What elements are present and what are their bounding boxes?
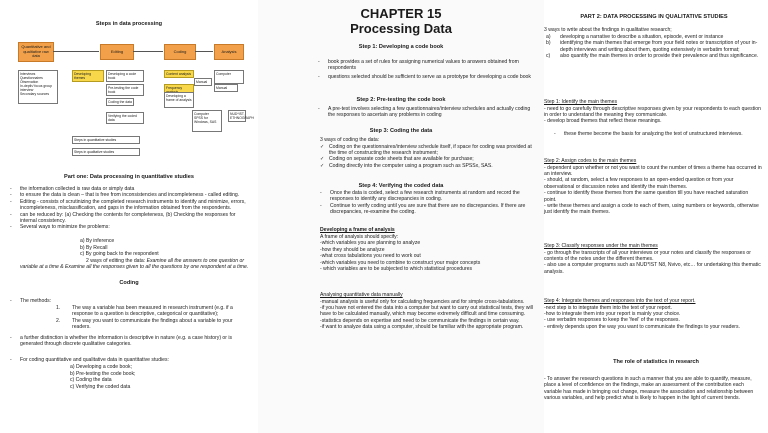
list-marker: c) bbox=[546, 53, 551, 60]
distinction-list bbox=[10, 335, 252, 348]
diagram-legend-1: Steps in quantitative studies bbox=[72, 136, 140, 144]
step1-title: Step 1: Developing a code book bbox=[358, 44, 444, 50]
list-item: - book provides a set of rules for assigning numerical values to answers obtained from respondents bbox=[318, 59, 538, 72]
for-coding-list bbox=[10, 357, 252, 363]
diagram-an-i: NUD*IST, ETHNOGRAPH bbox=[230, 112, 254, 120]
for-item: c) Coding the data bbox=[70, 377, 112, 383]
stats-title: The role of statistics in research bbox=[613, 359, 699, 365]
list-item: - to ensure the data is clean – that is free from inconsistencies and incompleteness - called editing. bbox=[10, 192, 252, 198]
list-item: - need to go carefully through descriptive responses given by your respondents to each question in order to understand the meaning they communicate. bbox=[544, 105, 761, 118]
list-item: - questions selected should be sufficient to serve as a prototype for developing a code book bbox=[318, 74, 538, 80]
list-item-text: identifying the main themes that emerge from your field notes or transcription of your in-depth interviews and writing about them, quoting extensively in verbatim format; bbox=[560, 40, 758, 53]
list-item-text: Coding directly into the computer using a program such as SPSSx, SAS. bbox=[329, 162, 493, 169]
diagram-an-c: Developing a frame of analysis bbox=[164, 92, 194, 108]
list-item: - should, at random, select a few responses to an open-ended question or from your observational or discussion notes and identify the main themes. bbox=[544, 177, 734, 190]
diagram-code-b: Pre-testing the code book bbox=[106, 84, 144, 96]
list-item: -statistics depends on expertise and need to be communicate the findings in certain way. bbox=[320, 317, 520, 324]
diagram-code-d: Verifying the coded data bbox=[106, 112, 144, 124]
for-item: a) Developing a code book; bbox=[70, 364, 133, 370]
method-2-text: The way you want to communicate the findings about a variable to your readers. bbox=[72, 317, 233, 330]
list-item: A frame of analysis should specify: bbox=[320, 234, 399, 240]
list-item: - also use a computer programs such as NUD*IST N8, Nvivo, etc… for undertaking this thematic analysis. bbox=[544, 262, 761, 275]
list-item: -how to integrate them into your report is mainly your choice. bbox=[544, 310, 681, 317]
step2-list bbox=[318, 106, 538, 119]
ways-list bbox=[546, 34, 762, 60]
diagram-an-g: Manual bbox=[214, 84, 238, 92]
raw-item: Interviews bbox=[20, 72, 36, 76]
diagram-an-e bbox=[192, 110, 222, 132]
diagram-step-raw: Quantitative and qualitative raw data bbox=[18, 42, 54, 62]
check-icon: ✓ bbox=[320, 143, 325, 150]
st4-title: Step 4: Integrate themes and responses into the text of your report. bbox=[544, 298, 696, 304]
raw-item: Questionnaires bbox=[20, 76, 43, 80]
list-item: -how they should be analyze bbox=[320, 246, 385, 253]
part1-title: Part one: Data processing in quantitative studies bbox=[64, 174, 194, 180]
methods-list bbox=[10, 298, 252, 304]
step3-title: Step 3: Coding the data bbox=[369, 128, 433, 134]
method-1-num: 1. bbox=[56, 304, 61, 311]
list-item-text: also quantify the main themes in order to provide their prevalence and thus significance. bbox=[560, 53, 759, 60]
diagram-raw-list bbox=[18, 70, 58, 104]
raw-item: Observation bbox=[20, 80, 39, 84]
chapter-heading bbox=[258, 6, 544, 36]
list-item: - Continue to verify coding until you are sure that there are no discrepancies. If there are discrepancies, re-examine the coding. bbox=[320, 203, 540, 216]
diagram-title: Steps in data processing bbox=[95, 21, 163, 27]
editing-ways-italic: Examine all the answers to one question or variable at a time & Examine all the responses given to all the questions by one respondent at a time. bbox=[20, 257, 249, 270]
stats-text: - To answer the research questions in such a manner that you are able to quantify, measure, place a level of confidence on the findings, make an assessment of the contribution each variable has made in bringing out change, measure the association and relationship between various variables, and help predict what is likely to happen in the light of current trends. bbox=[544, 376, 754, 402]
list-item bbox=[546, 53, 762, 59]
list-item: - a further distinction is whether the information is descriptive in nature (e.g. a case history) or is generated through discrete qualitative categories. bbox=[10, 335, 252, 348]
step3-intro: 3 ways of coding the data: bbox=[320, 137, 380, 143]
diagram-code-c: Coding the data bbox=[106, 98, 134, 106]
list-item: - these theme become the basis for analyzing the text of unstructured interviews. bbox=[554, 131, 760, 137]
diagram-step-coding: Coding bbox=[164, 44, 196, 60]
diagram-an-b: Frequency bbox=[164, 84, 194, 96]
list-item-text: developing a narrative to describe a situation, episode, event or instance bbox=[560, 34, 724, 40]
list-item: - Once the data is coded, select a few research instruments at random and record the responses to identify any discrepancies in coding. bbox=[320, 190, 540, 203]
list-item: - can be reduced by: (a) Checking the contents for completeness, (b) Checking the responses for internal consistency. bbox=[10, 212, 252, 225]
method-2-num: 2. bbox=[56, 317, 61, 324]
list-item: - entirely depends upon the way you want to communicate the findings to your readers. bbox=[544, 323, 740, 330]
list-item: -which variables you need to combine to construct your major concepts bbox=[320, 259, 481, 266]
diagram-an-h: Computer bbox=[214, 70, 244, 84]
st3-list bbox=[544, 250, 762, 276]
step4-title: Step 4: Verifying the coded data bbox=[358, 183, 444, 189]
list-item: -if want to analyze data using a computer, should be familiar with the appropriate program. bbox=[320, 324, 524, 331]
check-icon: ✓ bbox=[320, 156, 325, 163]
an-e-title: Computer bbox=[194, 112, 209, 116]
list-item: - the information collected is raw data or simply data bbox=[10, 186, 252, 192]
an-e-sub: SPSS for Windows, SAS bbox=[194, 116, 217, 124]
step3-list bbox=[320, 144, 540, 170]
editing-ways bbox=[20, 258, 252, 271]
minimize-b: b) By Recall bbox=[80, 244, 108, 251]
list-item-text: Coding on separate code sheets that are available for purchase; bbox=[329, 156, 474, 163]
diagram-arrow bbox=[195, 51, 213, 52]
part2-title: PART 2: DATA PROCESSING IN QUALITATIVE STUDIES bbox=[580, 14, 728, 20]
diagram-an-d: Manual bbox=[194, 78, 212, 86]
list-item: -manual analysis is useful only for calculating frequencies and for simple cross-tabulations. bbox=[320, 298, 525, 305]
diagram-code-a: Developing a code book bbox=[106, 70, 144, 82]
column-middle bbox=[258, 0, 544, 433]
st1-sublist bbox=[554, 131, 760, 137]
list-item: - go through the transcripts of all your interviews or your notes and classify the responses or contents of the notes under the different themes. bbox=[544, 249, 751, 262]
editing-ways-label: 2 ways of editing the data: bbox=[86, 257, 146, 264]
list-item bbox=[320, 144, 540, 157]
chapter-title: Processing Data bbox=[350, 21, 452, 36]
list-item: - dependent upon whether or not you want to count the number of times a theme has occurred in an interview. bbox=[544, 164, 762, 177]
for-item: c) Verifying the coded data bbox=[70, 383, 131, 390]
list-item: - The methods: bbox=[10, 298, 252, 304]
st3-title: Step 3: Classify responses under the main themes bbox=[544, 243, 658, 249]
step2-title: Step 2: Pre-testing the code book bbox=[356, 97, 446, 103]
diagram-step-editing: Editing bbox=[100, 44, 134, 60]
st2-title: Step 2: Assign codes to the main themes bbox=[544, 158, 637, 164]
list-item bbox=[546, 40, 762, 53]
coding-title: Coding bbox=[119, 280, 139, 286]
frame-list bbox=[320, 234, 540, 272]
part2-intro: 3 ways to write about the findings in qualitative research; bbox=[544, 27, 672, 33]
minimize-c: c) By going back to the respondent bbox=[80, 251, 159, 257]
list-item: - which variables are to be subjected to which statistical procedures bbox=[320, 266, 473, 273]
st4-list bbox=[544, 305, 762, 331]
st1-title: Step 1: Identify the main themes bbox=[544, 99, 618, 105]
list-item: - write these themes and assign a code to each of them, using numbers or keywords, otherwise just identify the main themes. bbox=[544, 202, 759, 216]
list-item: - develop broad themes that reflect these meanings. bbox=[544, 118, 662, 125]
list-marker: b) bbox=[546, 40, 551, 47]
list-item: -next step is to integrate them into the text of your report. bbox=[544, 304, 672, 311]
chapter-number: CHAPTER 15 bbox=[360, 6, 442, 21]
list-item: - For coding quantitative and qualitative data in quantitative studies: bbox=[10, 357, 252, 363]
list-item: - use verbatim responses to keep the 'feel' of the responses. bbox=[544, 317, 680, 324]
list-item bbox=[320, 163, 540, 169]
minimize-a: a) By inference bbox=[80, 238, 115, 244]
diagram-arrow bbox=[53, 51, 99, 52]
step4-list bbox=[320, 190, 540, 216]
diagram-legend-2: Steps in qualitative studies bbox=[72, 148, 140, 156]
list-item: -if you have not entered the data into a computer but want to carry out statistical tests, they will have to be calculated manually, which may become extremely difficult and time consuming. bbox=[320, 304, 533, 318]
st1-list bbox=[544, 106, 762, 125]
diagram-arrow bbox=[133, 51, 163, 52]
step1-list bbox=[318, 59, 538, 80]
list-marker: a) bbox=[546, 34, 551, 40]
method-1-text: The way a variable has been measured in research instrument (e.g. if a response to a question is descriptive, categorical or quantitative); bbox=[72, 304, 233, 317]
diagram-edit-box: Developing themes bbox=[72, 70, 104, 82]
st2-list bbox=[544, 165, 762, 216]
list-item-text: Coding on the questionnaires/interview schedule itself, if space for coding was provided at the time of constructing the research instrument; bbox=[329, 143, 532, 156]
diagram-an-a: Content analysis bbox=[164, 70, 194, 78]
list-item: - continue to identify these themes from the same question till you have reached saturation point. bbox=[544, 190, 749, 203]
aq-list bbox=[320, 299, 540, 331]
raw-item: Secondary sources bbox=[20, 92, 50, 96]
aq-title: Analysing quantitative data manually bbox=[320, 292, 403, 298]
list-item: - Editing - consists of scrutinizing the completed research instruments to identify and minimize, errors, incompleteness, misclassification, and gaps in the information obtained from the respondents. bbox=[10, 199, 252, 212]
raw-item: In-depth/ focus group interview bbox=[20, 84, 53, 92]
list-item: - A pre-test involves selecting a few questionnaires/interview schedules and actually coding the responses to ascertain any problems in coding bbox=[318, 106, 538, 119]
part1-bullets bbox=[10, 186, 252, 231]
list-item: -which variables you are planning to analyze bbox=[320, 240, 421, 247]
flow-diagram bbox=[14, 36, 254, 171]
for-item: b) Pre-testing the code book; bbox=[70, 370, 136, 377]
list-item: - Several ways to minimize the problems: bbox=[10, 224, 252, 230]
diagram-step-analysis: Analysis bbox=[214, 44, 244, 60]
frame-title: Developing a frame of analysis bbox=[320, 227, 395, 233]
list-item: -what cross tabulations you need to work out bbox=[320, 253, 421, 260]
check-icon: ✓ bbox=[320, 162, 325, 169]
